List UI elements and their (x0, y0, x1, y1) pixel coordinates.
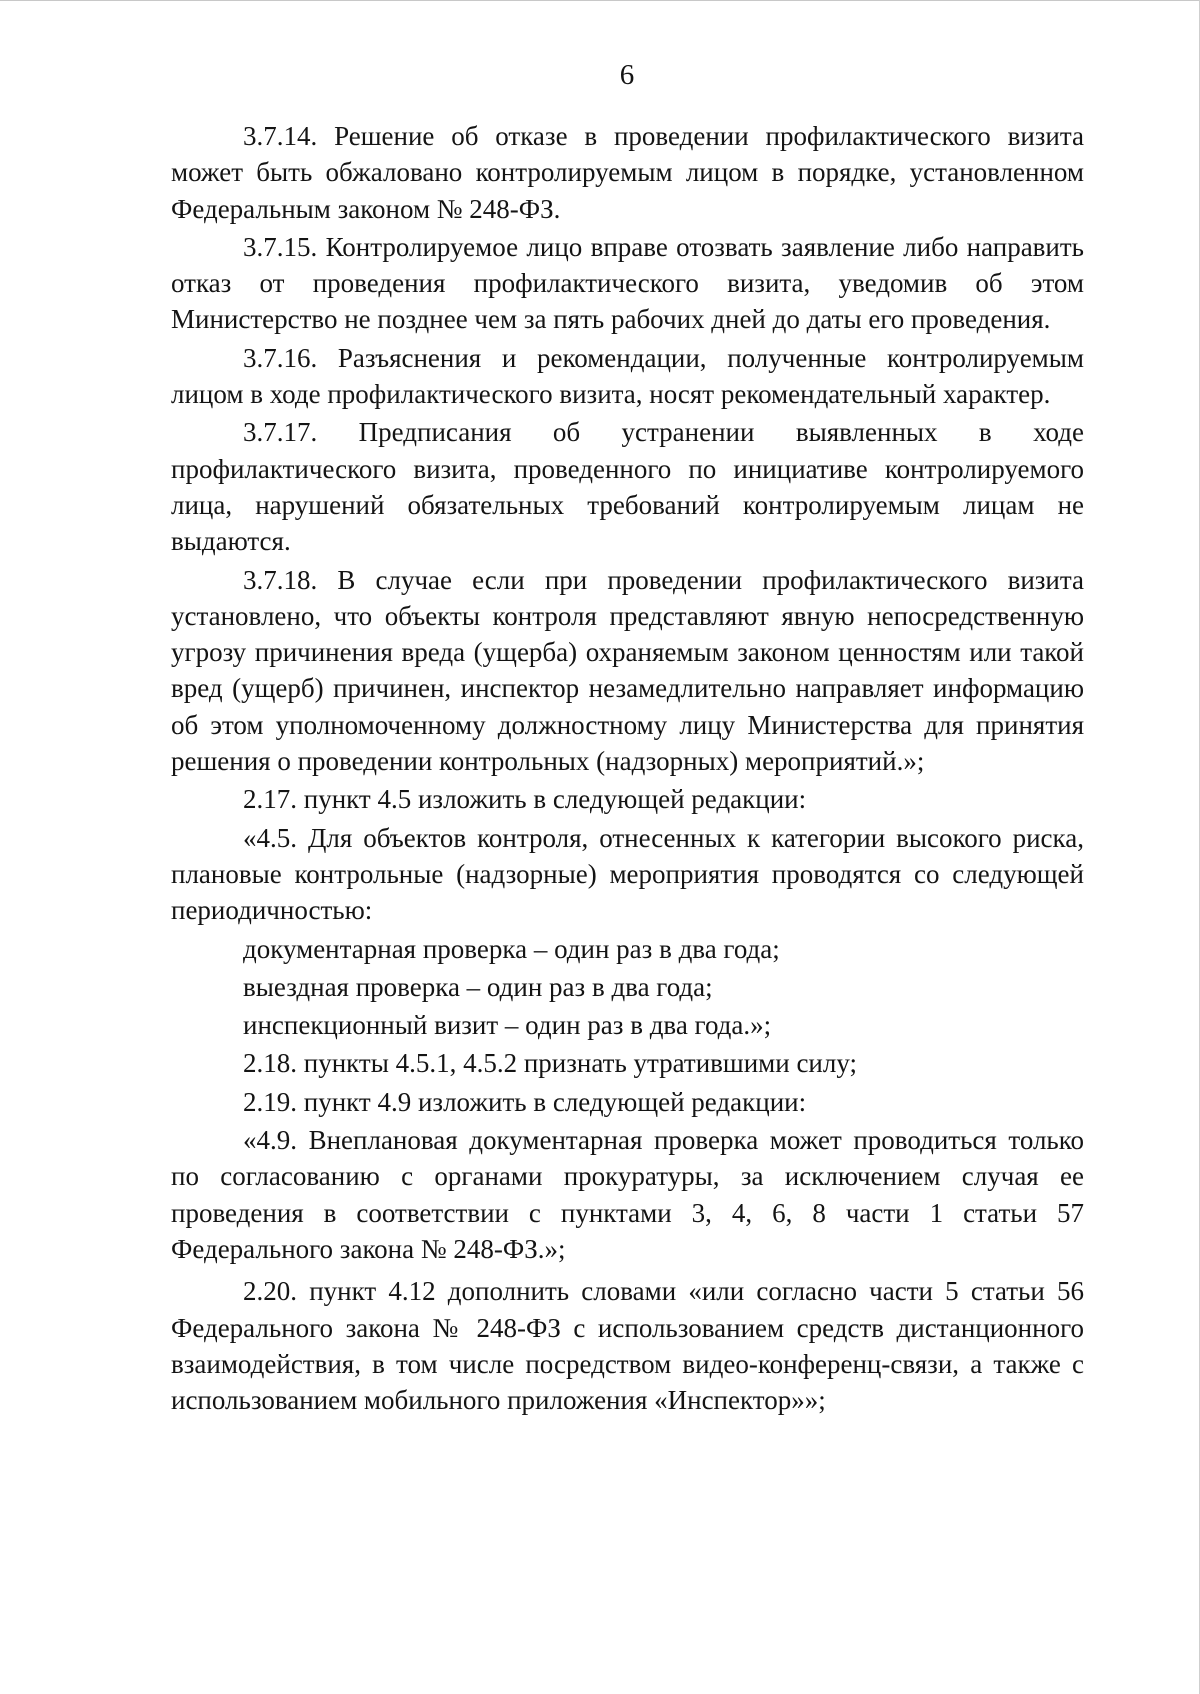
page-number: 6 (619, 59, 635, 91)
list-item-documentary-check: документарная проверка – один раз в два года; (243, 933, 780, 964)
paragraph-3-7-15: 3.7.15. Контролируемое лицо вправе отозвать заявление либо направить отказ от проведения профилактического визита, уведомив об этом Министерство не позднее чем за пять рабочих дней до даты его проведения. (171, 231, 1084, 335)
paragraph-4-9: «4.9. Внеплановая документарная проверка может проводиться только по согласованию с органами прокуратуры, за исключением случая ее проведения в соответствии с пунктами 3, 4, 6, 8 части 1 статьи 57 Федерального закона № 248-ФЗ.»; (171, 1125, 1084, 1264)
paragraph-3-7-17: 3.7.17. Предписания об устранении выявленных в ходе профилактического визита, проведенного по инициативе контролируемого лица, нарушений обязательных требований контролируемым лицам не выдаются. (171, 417, 1084, 557)
paragraph-3-7-14: 3.7.14. Решение об отказе в проведении профилактического визита может быть обжаловано контролируемым лицом в порядке, установленном Федеральным законом № 248-ФЗ. (171, 121, 1084, 224)
document-body (171, 118, 1084, 1418)
paragraph-3-7-18: 3.7.18. В случае если при проведении профилактического визита установлено, что объекты контроля представляют явную непосредственную угрозу причинения вреда (ущерба) охраняемым законом ценностям или такой вред (ущерб) причинен, инспектор незамедлительно направляет информацию об этом уполномоченному должностному лицу Министерства для принятия решения о проведении контрольных (надзорных) мероприятий.»; (171, 564, 1084, 777)
paragraph-2-18: 2.18. пункты 4.5.1, 4.5.2 признать утратившими силу; (243, 1048, 857, 1079)
scan-edge-top (0, 0, 1200, 1)
paragraph-3-7-16: 3.7.16. Разъяснения и рекомендации, полученные контролируемым лицом в ходе профилактического визита, носят рекомендательный характер. (171, 342, 1084, 410)
paragraph-2-20: 2.20. пункт 4.12 дополнить словами «или согласно части 5 статьи 56 Федерального закона № 248-ФЗ с использованием средств дистанционного взаимодействия, в том числе посредством видео-конференц-связи, а также с использованием мобильного приложения «Инспектор»»; (171, 1276, 1084, 1416)
paragraph-2-19: 2.19. пункт 4.9 изложить в следующей редакции: (243, 1086, 807, 1117)
paragraph-2-17: 2.17. пункт 4.5 изложить в следующей редакции: (243, 784, 807, 815)
list-item-field-check: выездная проверка – один раз в два года; (243, 971, 713, 1002)
paragraph-4-5: «4.5. Для объектов контроля, отнесенных к категории высокого риска, плановые контрольные (надзорные) мероприятия проводятся со следующей периодичностью: (171, 822, 1084, 926)
list-item-inspection-visit: инспекционный визит – один раз в два года.»; (243, 1010, 772, 1041)
